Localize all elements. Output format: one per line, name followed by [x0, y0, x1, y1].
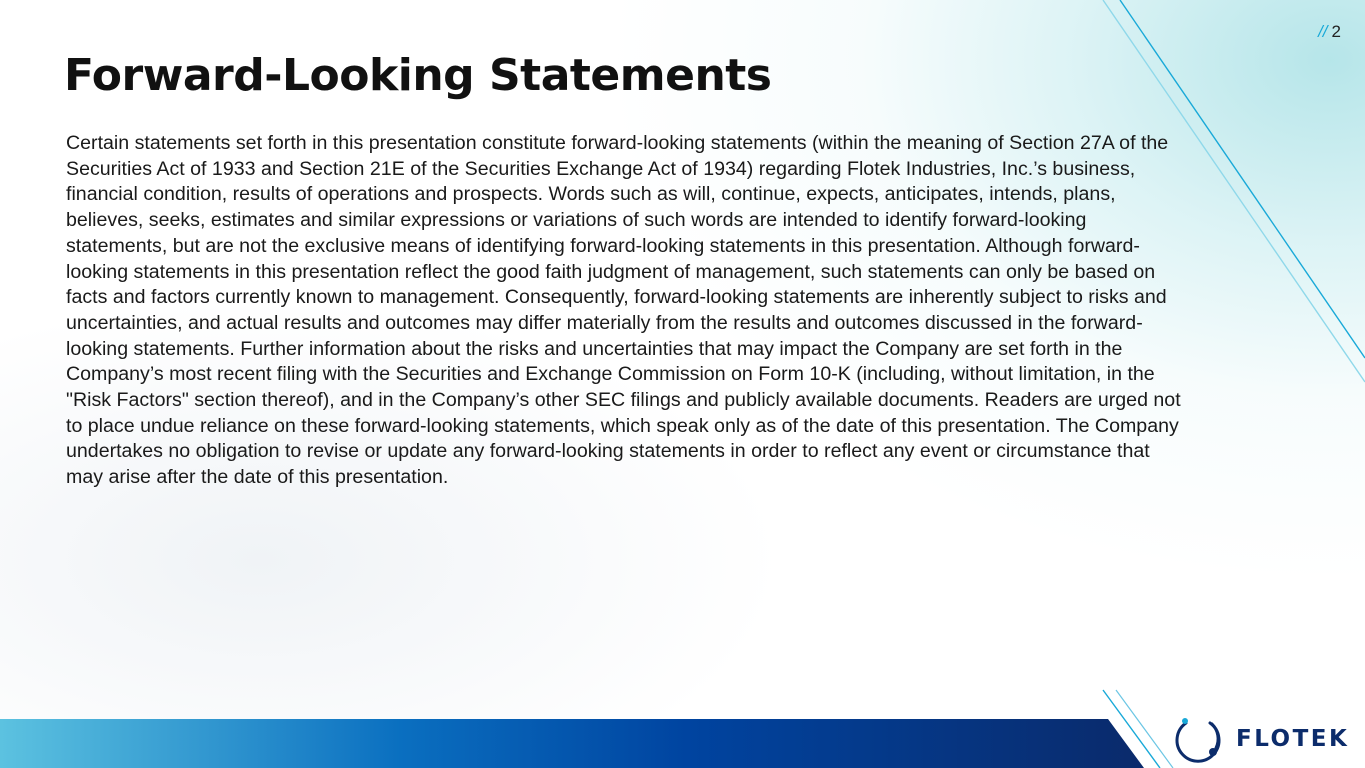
- flotek-logo: [1172, 714, 1357, 766]
- page-number-slashes: //: [1318, 22, 1328, 41]
- flotek-orbit-logo-icon: [1172, 714, 1232, 766]
- bottom-gradient-bar: [0, 719, 1365, 768]
- flotek-wordmark: FLOTEK: [1236, 726, 1350, 752]
- slide-title: Forward-Looking Statements: [64, 50, 772, 101]
- page-number-value: 2: [1331, 22, 1341, 41]
- body-paragraph: Certain statements set forth in this presentation constitute forward-looking statements (within the meaning of Section 27A of the Securities Act of 1933 and Section 21E of the Securities Exchange Act of 1934) regarding Flotek Industries, Inc.’s business, financial condition, results of operations and prospects. Words such as will, continue, expects, anticipates, intends, plans, believes, seeks, estimates and similar expressions or variations of such words are intended to identify forward-looking statements, but are not the exclusive means of identifying forward-looking statements in this presentation. Although forward-looking statements in this presentation reflect the good faith judgment of management, such statements can only be based on facts and factors currently known to management. Consequently, forward-looking statements are inherently subject to risks and uncertainties, and actual results and outcomes may differ materially from the results and outcomes discussed in the forward-looking statements. Further information about the risks and uncertainties that may impact the Company are set forth in the Company’s most recent filing with the Securities and Exchange Commission on Form 10-K (including, without limitation, in the "Risk Factors" section thereof), and in the Company’s other SEC filings and publicly available documents. Readers are urged not to place undue reliance on these forward-looking statements, which speak only as of the date of this presentation. The Company undertakes no obligation to revise or update any forward-looking statements in order to reflect any event or circumstance that may arise after the date of this presentation.: [66, 132, 1181, 489]
- page-number: [1318, 22, 1341, 42]
